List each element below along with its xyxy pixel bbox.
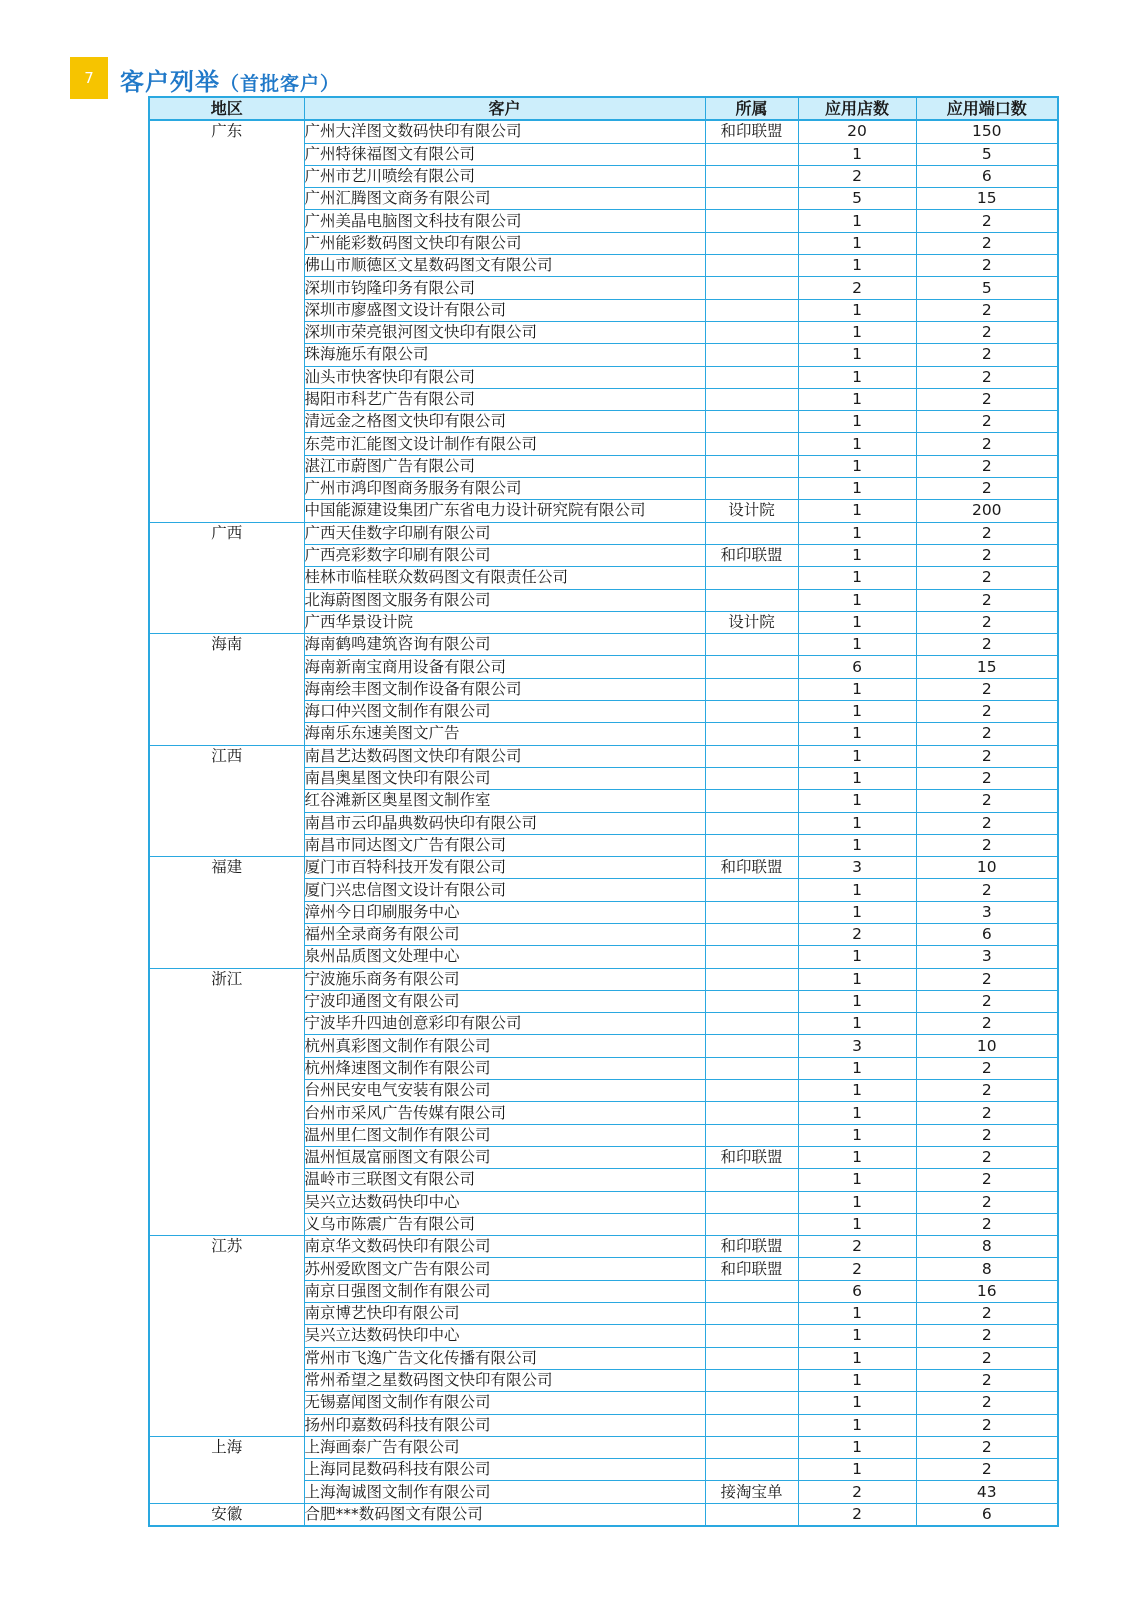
port-count-cell: 2 xyxy=(916,834,1058,856)
affiliation-cell xyxy=(705,1436,798,1458)
port-count-cell: 150 xyxy=(916,120,1058,143)
store-count-cell: 1 xyxy=(798,455,916,477)
port-count-cell: 3 xyxy=(916,946,1058,968)
port-count-cell: 2 xyxy=(916,1102,1058,1124)
header-store-count: 应用店数 xyxy=(798,97,916,120)
port-count-cell: 2 xyxy=(916,299,1058,321)
affiliation-cell: 设计院 xyxy=(705,611,798,633)
store-count-cell: 1 xyxy=(798,812,916,834)
affiliation-cell xyxy=(705,879,798,901)
port-count-cell: 15 xyxy=(916,656,1058,678)
table-body xyxy=(149,120,1058,1526)
affiliation-cell xyxy=(705,990,798,1012)
client-name-cell: 广州特徕福图文有限公司 xyxy=(304,143,705,165)
table-row xyxy=(149,522,1058,544)
store-count-cell: 1 xyxy=(798,589,916,611)
store-count-cell: 1 xyxy=(798,1080,916,1102)
store-count-cell: 1 xyxy=(798,1057,916,1079)
store-count-cell: 2 xyxy=(798,923,916,945)
port-count-cell: 2 xyxy=(916,232,1058,254)
store-count-cell: 1 xyxy=(798,634,916,656)
client-name-cell: 厦门兴忠信图文设计有限公司 xyxy=(304,879,705,901)
port-count-cell: 8 xyxy=(916,1258,1058,1280)
client-name-cell: 北海蔚图图文服务有限公司 xyxy=(304,589,705,611)
affiliation-cell xyxy=(705,1303,798,1325)
port-count-cell: 200 xyxy=(916,500,1058,522)
client-name-cell: 海南新南宝商用设备有限公司 xyxy=(304,656,705,678)
port-count-cell: 2 xyxy=(916,968,1058,990)
affiliation-cell xyxy=(705,1035,798,1057)
client-name-cell: 海南绘丰图文制作设备有限公司 xyxy=(304,678,705,700)
client-name-cell: 深圳市钧隆印务有限公司 xyxy=(304,277,705,299)
client-name-cell: 东莞市汇能图文设计制作有限公司 xyxy=(304,433,705,455)
affiliation-cell: 和印联盟 xyxy=(705,1236,798,1258)
affiliation-cell xyxy=(705,567,798,589)
affiliation-cell xyxy=(705,946,798,968)
port-count-cell: 2 xyxy=(916,1146,1058,1168)
store-count-cell: 3 xyxy=(798,1035,916,1057)
affiliation-cell xyxy=(705,210,798,232)
affiliation-cell xyxy=(705,634,798,656)
client-name-cell: 南昌奥星图文快印有限公司 xyxy=(304,767,705,789)
client-name-cell: 海口仲兴图文制作有限公司 xyxy=(304,701,705,723)
affiliation-cell xyxy=(705,1392,798,1414)
client-name-cell: 广西亮彩数字印刷有限公司 xyxy=(304,544,705,566)
affiliation-cell xyxy=(705,1013,798,1035)
client-name-cell: 海南鹤鸣建筑咨询有限公司 xyxy=(304,634,705,656)
port-count-cell: 2 xyxy=(916,411,1058,433)
port-count-cell: 2 xyxy=(916,790,1058,812)
port-count-cell: 2 xyxy=(916,723,1058,745)
affiliation-cell xyxy=(705,522,798,544)
client-name-cell: 湛江市蔚图广告有限公司 xyxy=(304,455,705,477)
store-count-cell: 1 xyxy=(798,1392,916,1414)
client-name-cell: 深圳市荣亮银河图文快印有限公司 xyxy=(304,321,705,343)
page-title-main: 客户列举 xyxy=(120,68,220,96)
affiliation-cell xyxy=(705,299,798,321)
client-name-cell: 上海画泰广告有限公司 xyxy=(304,1436,705,1458)
affiliation-cell: 和印联盟 xyxy=(705,1146,798,1168)
port-count-cell: 2 xyxy=(916,321,1058,343)
client-name-cell: 温州里仁图文制作有限公司 xyxy=(304,1124,705,1146)
page-title-subtitle: （首批客户） xyxy=(220,73,341,95)
affiliation-cell xyxy=(705,1080,798,1102)
port-count-cell: 2 xyxy=(916,210,1058,232)
affiliation-cell: 接淘宝单 xyxy=(705,1481,798,1503)
region-cell: 海南 xyxy=(149,634,304,745)
region-cell: 江西 xyxy=(149,745,304,856)
port-count-cell: 2 xyxy=(916,366,1058,388)
client-name-cell: 合肥***数码图文有限公司 xyxy=(304,1503,705,1526)
port-count-cell: 2 xyxy=(916,1080,1058,1102)
affiliation-cell xyxy=(705,1414,798,1436)
affiliation-cell xyxy=(705,188,798,210)
header-affiliation: 所属 xyxy=(705,97,798,120)
region-cell: 广西 xyxy=(149,522,304,633)
port-count-cell: 2 xyxy=(916,879,1058,901)
affiliation-cell xyxy=(705,1057,798,1079)
table-row xyxy=(149,1436,1058,1458)
port-count-cell: 10 xyxy=(916,1035,1058,1057)
affiliation-cell: 设计院 xyxy=(705,500,798,522)
header-region: 地区 xyxy=(149,97,304,120)
region-cell: 上海 xyxy=(149,1436,304,1503)
affiliation-cell xyxy=(705,478,798,500)
client-name-cell: 广西天佳数字印刷有限公司 xyxy=(304,522,705,544)
port-count-cell: 2 xyxy=(916,433,1058,455)
affiliation-cell xyxy=(705,1459,798,1481)
client-name-cell: 珠海施乐有限公司 xyxy=(304,344,705,366)
client-name-cell: 广州美晶电脑图文科技有限公司 xyxy=(304,210,705,232)
store-count-cell: 1 xyxy=(798,388,916,410)
port-count-cell: 5 xyxy=(916,277,1058,299)
port-count-cell: 2 xyxy=(916,544,1058,566)
client-name-cell: 中国能源建设集团广东省电力设计研究院有限公司 xyxy=(304,500,705,522)
port-count-cell: 2 xyxy=(916,1325,1058,1347)
store-count-cell: 1 xyxy=(798,1459,916,1481)
port-count-cell: 2 xyxy=(916,522,1058,544)
client-table xyxy=(148,96,1059,1527)
store-count-cell: 3 xyxy=(798,857,916,879)
affiliation-cell xyxy=(705,388,798,410)
port-count-cell: 2 xyxy=(916,388,1058,410)
store-count-cell: 1 xyxy=(798,745,916,767)
store-count-cell: 1 xyxy=(798,946,916,968)
client-name-cell: 佛山市顺德区文星数码图文有限公司 xyxy=(304,255,705,277)
affiliation-cell xyxy=(705,901,798,923)
table-row xyxy=(149,857,1058,879)
client-name-cell: 泉州品质图文处理中心 xyxy=(304,946,705,968)
affiliation-cell xyxy=(705,834,798,856)
affiliation-cell xyxy=(705,1102,798,1124)
store-count-cell: 1 xyxy=(798,611,916,633)
store-count-cell: 2 xyxy=(798,277,916,299)
store-count-cell: 1 xyxy=(798,879,916,901)
region-cell: 浙江 xyxy=(149,968,304,1236)
affiliation-cell xyxy=(705,790,798,812)
port-count-cell: 6 xyxy=(916,923,1058,945)
client-name-cell: 上海同昆数码科技有限公司 xyxy=(304,1459,705,1481)
client-name-cell: 吴兴立达数码快印中心 xyxy=(304,1191,705,1213)
store-count-cell: 1 xyxy=(798,232,916,254)
port-count-cell: 8 xyxy=(916,1236,1058,1258)
store-count-cell: 1 xyxy=(798,321,916,343)
affiliation-cell xyxy=(705,455,798,477)
port-count-cell: 2 xyxy=(916,745,1058,767)
store-count-cell: 1 xyxy=(798,299,916,321)
store-count-cell: 1 xyxy=(798,1146,916,1168)
client-name-cell: 广西华景设计院 xyxy=(304,611,705,633)
table-row xyxy=(149,745,1058,767)
affiliation-cell xyxy=(705,321,798,343)
store-count-cell: 1 xyxy=(798,500,916,522)
client-name-cell: 揭阳市科艺广告有限公司 xyxy=(304,388,705,410)
affiliation-cell xyxy=(705,411,798,433)
client-name-cell: 广州市鸿印图商务服务有限公司 xyxy=(304,478,705,500)
store-count-cell: 1 xyxy=(798,1191,916,1213)
port-count-cell: 2 xyxy=(916,255,1058,277)
client-name-cell: 杭州真彩图文制作有限公司 xyxy=(304,1035,705,1057)
port-count-cell: 2 xyxy=(916,1124,1058,1146)
store-count-cell: 1 xyxy=(798,1102,916,1124)
port-count-cell: 15 xyxy=(916,188,1058,210)
store-count-cell: 1 xyxy=(798,1213,916,1235)
table-row xyxy=(149,634,1058,656)
client-name-cell: 宁波印通图文有限公司 xyxy=(304,990,705,1012)
port-count-cell: 43 xyxy=(916,1481,1058,1503)
affiliation-cell xyxy=(705,701,798,723)
client-name-cell: 广州汇腾图文商务有限公司 xyxy=(304,188,705,210)
client-name-cell: 扬州印嘉数码科技有限公司 xyxy=(304,1414,705,1436)
store-count-cell: 1 xyxy=(798,701,916,723)
table-row xyxy=(149,120,1058,143)
store-count-cell: 1 xyxy=(798,1325,916,1347)
store-count-cell: 1 xyxy=(798,143,916,165)
region-cell: 安徽 xyxy=(149,1503,304,1526)
port-count-cell: 2 xyxy=(916,1213,1058,1235)
store-count-cell: 6 xyxy=(798,1280,916,1302)
store-count-cell: 1 xyxy=(798,366,916,388)
table-row xyxy=(149,1236,1058,1258)
affiliation-cell xyxy=(705,723,798,745)
affiliation-cell xyxy=(705,1124,798,1146)
client-name-cell: 广州市艺川喷绘有限公司 xyxy=(304,165,705,187)
store-count-cell: 1 xyxy=(798,411,916,433)
store-count-cell: 1 xyxy=(798,790,916,812)
affiliation-cell xyxy=(705,1213,798,1235)
client-name-cell: 红谷滩新区奥星图文制作室 xyxy=(304,790,705,812)
store-count-cell: 1 xyxy=(798,478,916,500)
store-count-cell: 1 xyxy=(798,767,916,789)
client-name-cell: 苏州爱欧图文广告有限公司 xyxy=(304,1258,705,1280)
store-count-cell: 5 xyxy=(798,188,916,210)
store-count-cell: 1 xyxy=(798,433,916,455)
store-count-cell: 1 xyxy=(798,990,916,1012)
port-count-cell: 2 xyxy=(916,634,1058,656)
store-count-cell: 1 xyxy=(798,1347,916,1369)
port-count-cell: 2 xyxy=(916,478,1058,500)
page-title xyxy=(120,62,340,97)
affiliation-cell: 和印联盟 xyxy=(705,544,798,566)
client-name-cell: 南京日强图文制作有限公司 xyxy=(304,1280,705,1302)
port-count-cell: 2 xyxy=(916,1013,1058,1035)
client-name-cell: 台州民安电气安装有限公司 xyxy=(304,1080,705,1102)
store-count-cell: 1 xyxy=(798,723,916,745)
client-name-cell: 上海淘诚图文制作有限公司 xyxy=(304,1481,705,1503)
store-count-cell: 2 xyxy=(798,1503,916,1526)
affiliation-cell xyxy=(705,165,798,187)
port-count-cell: 2 xyxy=(916,567,1058,589)
client-name-cell: 广州大洋图文数码快印有限公司 xyxy=(304,120,705,143)
port-count-cell: 2 xyxy=(916,1369,1058,1391)
client-name-cell: 海南乐东速美图文广告 xyxy=(304,723,705,745)
store-count-cell: 1 xyxy=(798,1303,916,1325)
affiliation-cell xyxy=(705,589,798,611)
port-count-cell: 5 xyxy=(916,143,1058,165)
client-name-cell: 南京博艺快印有限公司 xyxy=(304,1303,705,1325)
client-name-cell: 深圳市廖盛图文设计有限公司 xyxy=(304,299,705,321)
client-name-cell: 温州恒晟富丽图文有限公司 xyxy=(304,1146,705,1168)
affiliation-cell xyxy=(705,433,798,455)
port-count-cell: 2 xyxy=(916,1459,1058,1481)
store-count-cell: 1 xyxy=(798,1436,916,1458)
affiliation-cell xyxy=(705,344,798,366)
store-count-cell: 2 xyxy=(798,1258,916,1280)
port-count-cell: 6 xyxy=(916,1503,1058,1526)
store-count-cell: 1 xyxy=(798,210,916,232)
client-name-cell: 吴兴立达数码快印中心 xyxy=(304,1325,705,1347)
client-name-cell: 南京华文数码快印有限公司 xyxy=(304,1236,705,1258)
client-name-cell: 南昌市同达图文广告有限公司 xyxy=(304,834,705,856)
store-count-cell: 2 xyxy=(798,1481,916,1503)
client-name-cell: 台州市采风广告传媒有限公司 xyxy=(304,1102,705,1124)
store-count-cell: 20 xyxy=(798,120,916,143)
affiliation-cell xyxy=(705,1280,798,1302)
store-count-cell: 1 xyxy=(798,834,916,856)
port-count-cell: 2 xyxy=(916,455,1058,477)
store-count-cell: 1 xyxy=(798,544,916,566)
store-count-cell: 1 xyxy=(798,678,916,700)
store-count-cell: 6 xyxy=(798,656,916,678)
client-name-cell: 义乌市陈震广告有限公司 xyxy=(304,1213,705,1235)
client-name-cell: 宁波毕升四迪创意彩印有限公司 xyxy=(304,1013,705,1035)
affiliation-cell xyxy=(705,968,798,990)
table-row xyxy=(149,968,1058,990)
affiliation-cell xyxy=(705,812,798,834)
affiliation-cell: 和印联盟 xyxy=(705,1258,798,1280)
client-name-cell: 南昌市云印晶典数码快印有限公司 xyxy=(304,812,705,834)
port-count-cell: 10 xyxy=(916,857,1058,879)
store-count-cell: 1 xyxy=(798,968,916,990)
client-name-cell: 福州全录商务有限公司 xyxy=(304,923,705,945)
client-name-cell: 漳州今日印刷服务中心 xyxy=(304,901,705,923)
store-count-cell: 1 xyxy=(798,344,916,366)
affiliation-cell xyxy=(705,232,798,254)
port-count-cell: 2 xyxy=(916,701,1058,723)
affiliation-cell xyxy=(705,678,798,700)
client-name-cell: 常州希望之星数码图文快印有限公司 xyxy=(304,1369,705,1391)
affiliation-cell xyxy=(705,1503,798,1526)
header-port-count: 应用端口数 xyxy=(916,97,1058,120)
region-cell: 福建 xyxy=(149,857,304,968)
port-count-cell: 2 xyxy=(916,1057,1058,1079)
store-count-cell: 1 xyxy=(798,1124,916,1146)
region-cell: 广东 xyxy=(149,120,304,522)
store-count-cell: 2 xyxy=(798,1236,916,1258)
store-count-cell: 1 xyxy=(798,522,916,544)
port-count-cell: 2 xyxy=(916,1414,1058,1436)
affiliation-cell xyxy=(705,1347,798,1369)
port-count-cell: 2 xyxy=(916,589,1058,611)
port-count-cell: 2 xyxy=(916,812,1058,834)
client-name-cell: 宁波施乐商务有限公司 xyxy=(304,968,705,990)
store-count-cell: 1 xyxy=(798,255,916,277)
affiliation-cell xyxy=(705,1169,798,1191)
port-count-cell: 6 xyxy=(916,165,1058,187)
affiliation-cell: 和印联盟 xyxy=(705,120,798,143)
client-name-cell: 无锡嘉闻图文制作有限公司 xyxy=(304,1392,705,1414)
port-count-cell: 2 xyxy=(916,1169,1058,1191)
port-count-cell: 2 xyxy=(916,1191,1058,1213)
port-count-cell: 3 xyxy=(916,901,1058,923)
affiliation-cell xyxy=(705,143,798,165)
store-count-cell: 1 xyxy=(798,1169,916,1191)
affiliation-cell: 和印联盟 xyxy=(705,857,798,879)
client-name-cell: 清远金之格图文快印有限公司 xyxy=(304,411,705,433)
client-name-cell: 常州市飞逸广告文化传播有限公司 xyxy=(304,1347,705,1369)
store-count-cell: 1 xyxy=(798,1369,916,1391)
client-name-cell: 温岭市三联图文有限公司 xyxy=(304,1169,705,1191)
port-count-cell: 2 xyxy=(916,678,1058,700)
port-count-cell: 16 xyxy=(916,1280,1058,1302)
port-count-cell: 2 xyxy=(916,1347,1058,1369)
port-count-cell: 2 xyxy=(916,990,1058,1012)
affiliation-cell xyxy=(705,745,798,767)
port-count-cell: 2 xyxy=(916,1303,1058,1325)
store-count-cell: 1 xyxy=(798,901,916,923)
client-name-cell: 厦门市百特科技开发有限公司 xyxy=(304,857,705,879)
affiliation-cell xyxy=(705,1369,798,1391)
affiliation-cell xyxy=(705,656,798,678)
client-name-cell: 杭州烽速图文制作有限公司 xyxy=(304,1057,705,1079)
table-row xyxy=(149,1503,1058,1526)
store-count-cell: 2 xyxy=(798,165,916,187)
store-count-cell: 1 xyxy=(798,1013,916,1035)
table-header-row xyxy=(149,97,1058,120)
port-count-cell: 2 xyxy=(916,767,1058,789)
affiliation-cell xyxy=(705,366,798,388)
affiliation-cell xyxy=(705,923,798,945)
client-name-cell: 桂林市临桂联众数码图文有限责任公司 xyxy=(304,567,705,589)
client-name-cell: 南昌艺达数码图文快印有限公司 xyxy=(304,745,705,767)
affiliation-cell xyxy=(705,1191,798,1213)
port-count-cell: 2 xyxy=(916,1436,1058,1458)
region-cell: 江苏 xyxy=(149,1236,304,1437)
affiliation-cell xyxy=(705,255,798,277)
client-name-cell: 广州能彩数码图文快印有限公司 xyxy=(304,232,705,254)
header-client: 客户 xyxy=(304,97,705,120)
port-count-cell: 2 xyxy=(916,611,1058,633)
affiliation-cell xyxy=(705,1325,798,1347)
store-count-cell: 1 xyxy=(798,1414,916,1436)
port-count-cell: 2 xyxy=(916,1392,1058,1414)
port-count-cell: 2 xyxy=(916,344,1058,366)
affiliation-cell xyxy=(705,767,798,789)
affiliation-cell xyxy=(705,277,798,299)
store-count-cell: 1 xyxy=(798,567,916,589)
client-name-cell: 汕头市快客快印有限公司 xyxy=(304,366,705,388)
page-number-badge: 7 xyxy=(70,57,108,99)
